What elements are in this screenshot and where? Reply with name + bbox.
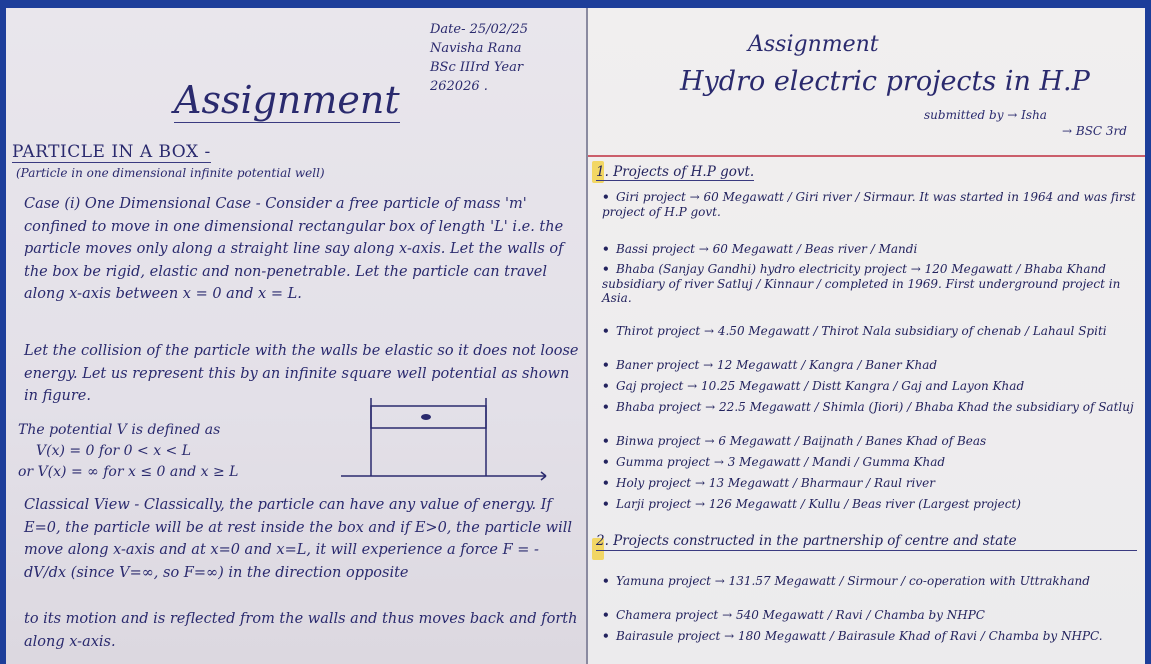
hydro-projects-title: Hydro electric projects in H.P bbox=[680, 66, 1090, 97]
particle-dot bbox=[421, 414, 431, 420]
left-notebook-page bbox=[6, 8, 588, 664]
project-item: • Larji project → 126 Megawatt / Kullu / Beas river (Largest project) bbox=[602, 497, 1021, 511]
student-class: BSc IIIrd Year bbox=[429, 60, 524, 75]
potential-equation-inside: V(x) = 0 for 0 < x < L bbox=[36, 443, 192, 459]
potential-equation-outside: or V(x) = ∞ for x ≤ 0 and x ≥ L bbox=[18, 464, 239, 480]
section-subheading: (Particle in one dimensional infinite potential well) bbox=[16, 166, 325, 180]
student-details bbox=[430, 20, 528, 96]
right-assignment-heading: Assignment bbox=[748, 32, 879, 57]
project-item: • Bairasule project → 180 Megawatt / Bairasule Khad of Ravi / Chamba by NHPC. bbox=[602, 629, 1103, 643]
project-item: • Baner project → 12 Megawatt / Kangra / Baner Khad bbox=[602, 358, 938, 372]
paragraph-one-dimensional-case: Case (i) One Dimensional Case - Consider a free particle of mass 'm' confined to move in one dimensional rectangular box of length 'L' i.e. the particle moves only along a straight line say along x-axis. Let the walls of the box be rigid, elastic and non-penetrable. Let the particle can travel along x-axis between x = 0 and x = L. bbox=[24, 196, 564, 302]
assignment-title: Assignment bbox=[174, 78, 400, 122]
project-item: • Gumma project → 3 Megawatt / Mandi / Gumma Khad bbox=[602, 455, 946, 469]
paragraph-classical-view: Classical View - Classically, the particle can have any value of energy. If E=0, the particle will be at rest inside the box and if E>0, the particle will move along x-axis and at x=0 and x=L, it will experience a force F = -dV/dx (since V=∞, so F=∞) in the direction opposite bbox=[24, 497, 572, 581]
paragraph-elastic-collision: Let the collision of the particle with the walls be elastic so it does not loose energy. Let us represent this by an infinite square well potential as shown in figure. bbox=[24, 343, 579, 404]
project-item: • Gaj project → 10.25 Megawatt / Distt Kangra / Gaj and Layon Khad bbox=[602, 379, 1025, 393]
project-item: • Bhaba project → 22.5 Megawatt / Shimla (Jiori) / Bhaba Khad the subsidiary of Satluj bbox=[602, 400, 1134, 414]
project-item: • Holy project → 13 Megawatt / Bharmaur / Raul river bbox=[602, 476, 936, 490]
roll-number: 262026 . bbox=[429, 79, 488, 94]
potential-intro: The potential V is defined as bbox=[18, 422, 221, 438]
project-item: • Chamera project → 540 Megawatt / Ravi / Chamba by NHPC bbox=[602, 608, 985, 622]
margin-red-line bbox=[588, 155, 1145, 157]
date-text: Date- 25/02/25 bbox=[429, 22, 528, 37]
project-item: • Bassi project → 60 Megawatt / Beas river / Mandi bbox=[602, 242, 918, 256]
submitted-by: submitted by → Isha bbox=[924, 108, 1047, 122]
project-item: • Binwa project → 6 Megawatt / Baijnath / Banes Khad of Beas bbox=[602, 434, 987, 448]
paragraph-reflection: to its motion and is reflected from the walls and thus moves back and forth along x-axis. bbox=[24, 611, 578, 650]
infinite-well-diagram bbox=[331, 396, 561, 491]
section-one-heading: 1. Projects of H.P govt. bbox=[596, 164, 755, 180]
project-item: • Bhaba (Sanjay Gandhi) hydro electricity project → 120 Megawatt / Bhaba Khand subsidiary of river Satluj / Kinnaur / completed in 1969. First underground project in Asia. bbox=[602, 262, 1121, 305]
right-notebook-page bbox=[588, 8, 1145, 664]
submitted-class: → BSC 3rd bbox=[1062, 124, 1127, 138]
project-item: • Giri project → 60 Megawatt / Giri river / Sirmaur. It was started in 1964 and was first project of H.P govt. bbox=[602, 190, 1136, 219]
project-item: • Thirot project → 4.50 Megawatt / Thirot Nala subsidiary of chenab / Lahaul Spiti bbox=[602, 324, 1107, 338]
student-name: Navisha Rana bbox=[429, 41, 522, 56]
section-heading: PARTICLE IN A BOX - bbox=[12, 142, 211, 162]
project-item: • Yamuna project → 131.57 Megawatt / Sirmour / co-operation with Uttrakhand bbox=[602, 574, 1090, 588]
section-two-heading: 2. Projects constructed in the partnership of centre and state bbox=[596, 532, 1137, 551]
